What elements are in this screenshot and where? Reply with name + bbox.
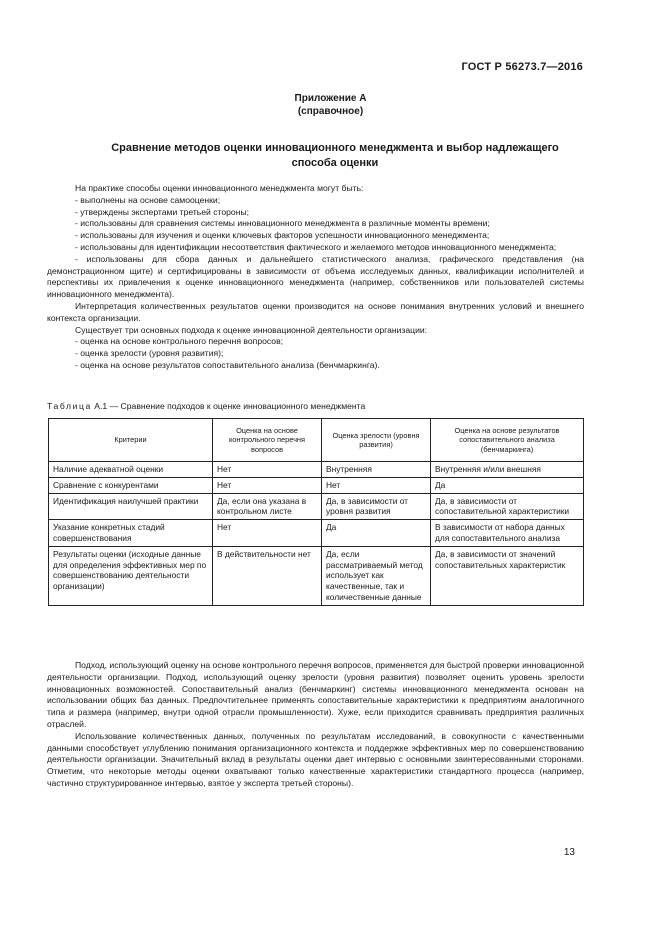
intro-text bbox=[47, 183, 584, 372]
paragraph: - выполнены на основе самооценки; bbox=[75, 194, 221, 205]
checklist-cell: Да, если она указана в контрольном листе bbox=[213, 493, 322, 520]
table-row bbox=[49, 520, 584, 547]
paragraph: Использование количественных данных, полученных по результатам исследований, в совокупности с качественными данными способствует углублению понимания организационного контекста и поддержке эффективных мер по совершенствованию деятельности организации. Значительный вклад в результаты оценки дает интервью с основными заинтересованными сторонами. Отметим, что некоторые методы оценки охватывают только качественные характеристики стандартного процесса (например, частично структурированное интервью, взятое у эксперта третьей стороны). bbox=[47, 730, 584, 788]
maturity-cell: Да, в зависимости от уровня развития bbox=[322, 493, 431, 520]
benchmarking-cell: Внутренняя и/или внешняя bbox=[431, 462, 584, 478]
paragraph: - оценка зрелости (уровня развития); bbox=[75, 348, 224, 359]
main-title: Сравнение методов оценки инновационного менеджмента и выбор надлежащего способа оценки bbox=[111, 142, 559, 169]
header-benchmarking: Оценка на основе результатов сопоставительного анализа (бенчмаркинга) bbox=[431, 419, 584, 462]
benchmarking-cell: Да, в зависимости от сопоставительной характеристики bbox=[431, 493, 584, 520]
benchmarking-cell: Да, в зависимости от значений сопоставительных характеристик bbox=[431, 546, 584, 605]
paragraph: На практике способы оценки инновационного менеджмента могут быть: bbox=[75, 183, 364, 193]
table-row bbox=[49, 462, 584, 478]
header-checklist: Оценка на основе контрольного перечня вопросов bbox=[213, 419, 322, 462]
checklist-cell: В действительности нет bbox=[213, 546, 322, 605]
annex-title: Приложение А bbox=[294, 93, 367, 104]
benchmarking-cell: Да bbox=[431, 477, 584, 493]
maturity-cell: Внутренняя bbox=[322, 462, 431, 478]
maturity-cell: Нет bbox=[322, 477, 431, 493]
table-row bbox=[49, 493, 584, 520]
paragraph: - оценка на основе результатов сопоставительного анализа (бенчмаркинга). bbox=[75, 359, 380, 370]
criteria-cell: Результаты оценки (исходные данные для определения эффективных мер по совершенствованию деятельности организации) bbox=[49, 546, 213, 605]
comparison-table bbox=[48, 418, 584, 606]
header-criteria: Критерии bbox=[49, 419, 213, 462]
benchmarking-cell: В зависимости от набора данных для сопоставительного анализа bbox=[431, 520, 584, 547]
checklist-cell: Нет bbox=[213, 520, 322, 547]
checklist-cell: Нет bbox=[213, 477, 322, 493]
outro-text bbox=[47, 660, 584, 790]
maturity-cell: Да bbox=[322, 520, 431, 547]
header-maturity: Оценка зрелости (уровня развития) bbox=[322, 419, 431, 462]
paragraph: - использованы для сравнения системы инновационного менеджмента в различные моменты времени; bbox=[75, 218, 490, 229]
maturity-cell: Да, если рассматриваемый метод использует как качественные, так и количественные данные bbox=[322, 546, 431, 605]
paragraph: - оценка на основе контрольного перечня вопросов; bbox=[75, 336, 284, 347]
table-caption bbox=[47, 401, 365, 411]
annex-subtitle: (справочное) bbox=[297, 106, 364, 117]
table-row bbox=[49, 546, 584, 605]
table-caption-prefix: Таблица bbox=[47, 401, 92, 411]
criteria-cell: Наличие адекватной оценки bbox=[49, 462, 213, 478]
table-row bbox=[49, 477, 584, 493]
criteria-cell: Сравнение с конкурентами bbox=[49, 477, 213, 493]
paragraph: - использованы для идентификации несоответствия фактического и желаемого методов инновационного менеджмента; bbox=[75, 241, 557, 252]
paragraph: Интерпретация количественных результатов оценки производится на основе понимания внутренних условий и внешнего контекста организации. bbox=[47, 300, 584, 323]
criteria-cell: Идентификация наилучшей практики bbox=[49, 493, 213, 520]
criteria-cell: Указание конкретных стадий совершенствования bbox=[49, 520, 213, 547]
page-number: 13 bbox=[563, 847, 575, 858]
paragraph: Существует три основных подхода к оценке инновационной деятельности организации: bbox=[75, 324, 428, 335]
table-header-row bbox=[49, 419, 584, 462]
checklist-cell: Нет bbox=[213, 462, 322, 478]
standard-designation: ГОСТ Р 56273.7—2016 bbox=[461, 61, 583, 73]
table-body bbox=[49, 462, 584, 606]
paragraph: - использованы для изучения и оценки ключевых факторов успешности инновационного менеджмента; bbox=[75, 230, 490, 241]
table-caption-rest: А.1 — Сравнение подходов к оценке инновационного менеджмента bbox=[91, 401, 366, 411]
paragraph: - утверждены экспертами третьей стороны; bbox=[75, 206, 250, 217]
paragraph: - использованы для сбора данных и дальнейшего статистического анализа, графического представления (на демонстрационном щите) и сертифицированы в зависимости от объема исследуемых данных, квалификации исполнителей и перспективы их привлечения к оценке инновационного менеджмента (например, собственников или пользователей системы инновационного менеджмента). bbox=[47, 253, 584, 300]
paragraph: Подход, использующий оценку на основе контрольного перечня вопросов, применяется для быстрой проверки инновационной деятельности организации. Подход, использующий оценку зрелости (уровня развития) позволяет оценить уровень зрелости инновационных возможностей. Сопоставительный анализ (бенчмаркинг) системы инновационного менеджмента основан на использовании общих баз данных. Предпочтительнее применять сопоставительные характеристики к предприятиям аналогичного типа и размера (например, внутри одной отрасли промышленности). Хуже, если приходится сравнивать предприятия различных отраслей. bbox=[47, 660, 584, 729]
